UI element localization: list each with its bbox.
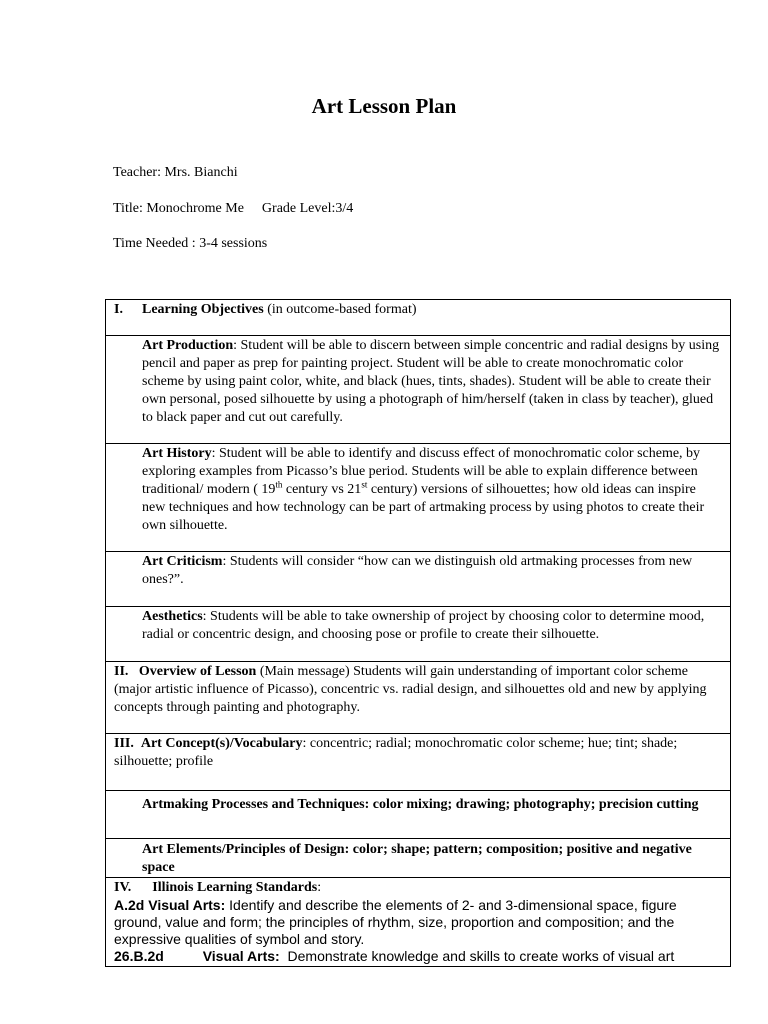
title-line [113,201,353,217]
time-needed: Time Needed : 3-4 sessions [113,236,268,251]
standard-a2d-code: A.2d Visual Arts: [114,897,226,913]
learning-objectives-header [106,300,730,319]
elements-row [106,839,731,878]
art-production-row [106,336,731,444]
standard-26b2d-code: 26.B.2d Visual Arts: [114,948,280,964]
aesthetics-label: Aesthetics [142,609,203,624]
section-heading: Learning Objectives [142,302,264,317]
page-title: Art Lesson Plan [311,94,457,118]
overview-text: (Main message) Students will gain understanding of important color scheme (major artistic influence of Picasso), concentric vs. radial design, and silhouettes old and new by applying concepts through painting and photography. [114,664,707,715]
standard-a2d-text: Identify and describe the elements of 2- and 3-dimensional space, figure ground, value and form; the principles of rhythm, size, proportion and composition; and the expressive qualities of symbol and story. [114,897,677,947]
aesthetics-text: : Students will be able to take ownership of project by choosing color to determine mood, radial or concentric design, and choosing pose or profile to create their silhouette. [142,609,705,642]
art-history-row [106,444,731,552]
art-history-text-a: : Student will be able to identify and discuss effect of monochromatic color scheme, by exploring examples from Picasso’s blue period. Students will be able to explain difference between traditional/ modern ( 19 [142,446,701,497]
art-production-text: : Student will be able to discern between simple concentric and radial designs by using pencil and paper as prep for painting project. Student will be able to create monochromatic color scheme by using paint color, white, and black (hues, tints, shades). Student will be able to create their own personal, posed silhouette by using a photograph of him/herself (taken in class by teacher), glued to black paper and cut out carefully. [142,338,720,425]
lesson-plan-table [105,299,731,967]
section-number: II. [114,664,129,679]
art-criticism-label: Art Criticism [142,554,223,569]
art-history-text-b: century vs 21 [282,482,362,497]
art-criticism-text: : Students will consider “how can we distinguish old artmaking processes from new ones?”. [142,554,693,587]
lesson-title: Title: Monochrome Me [113,201,244,216]
elements-text: Art Elements/Principles of Design: color; shape; pattern; composition; positive and negative space [142,842,692,875]
standard-26b2d [114,948,722,965]
art-concepts-vocabulary [106,734,730,771]
art-history-label: Art History [142,446,212,461]
grade-level: Grade Level:3/4 [261,201,354,216]
section-heading: Art Concept(s)/Vocabulary [140,736,303,751]
vocabulary-text: : concentric; radial; monochromatic color scheme; hue; tint; shade; silhouette; profile [114,736,678,769]
standard-a2d [114,897,722,948]
art-criticism-row [106,552,731,607]
superscript-st: st [361,479,368,490]
art-history [106,444,730,535]
section-number: I. [114,302,123,317]
illinois-learning-standards [106,878,730,965]
art-production [106,336,730,427]
section-number: IV. [114,880,132,895]
vocabulary-row [106,734,731,791]
learning-objectives-header-row [106,300,731,336]
standard-26b2d-text: Demonstrate knowledge and skills to create works of visual art [279,948,675,964]
art-criticism [106,552,730,589]
art-production-label: Art Production [142,338,234,353]
processes-row [106,791,731,839]
teacher-line: Teacher: Mrs. Bianchi [113,165,238,180]
processes-text: Artmaking Processes and Techniques: color mixing; drawing; photography; precision cutting [142,797,699,812]
section-note: (in outcome-based format) [263,302,417,317]
aesthetics [106,607,730,644]
superscript-th: th [275,479,283,490]
artmaking-processes [106,791,730,814]
overview-row [106,662,731,734]
art-elements-principles [106,839,730,877]
section-colon: : [317,880,322,895]
aesthetics-row [106,607,731,662]
standards-row [106,878,731,967]
art-history-text-c: century) versions of silhouettes; how old ideas can inspire new techniques and how technology can be part of artmaking process by using photos to create their own silhouette. [142,482,705,533]
overview-of-lesson [106,662,730,717]
section-heading: Overview of Lesson [138,664,257,679]
section-heading: Illinois Learning Standards [152,880,318,895]
section-number: III. [114,736,134,751]
